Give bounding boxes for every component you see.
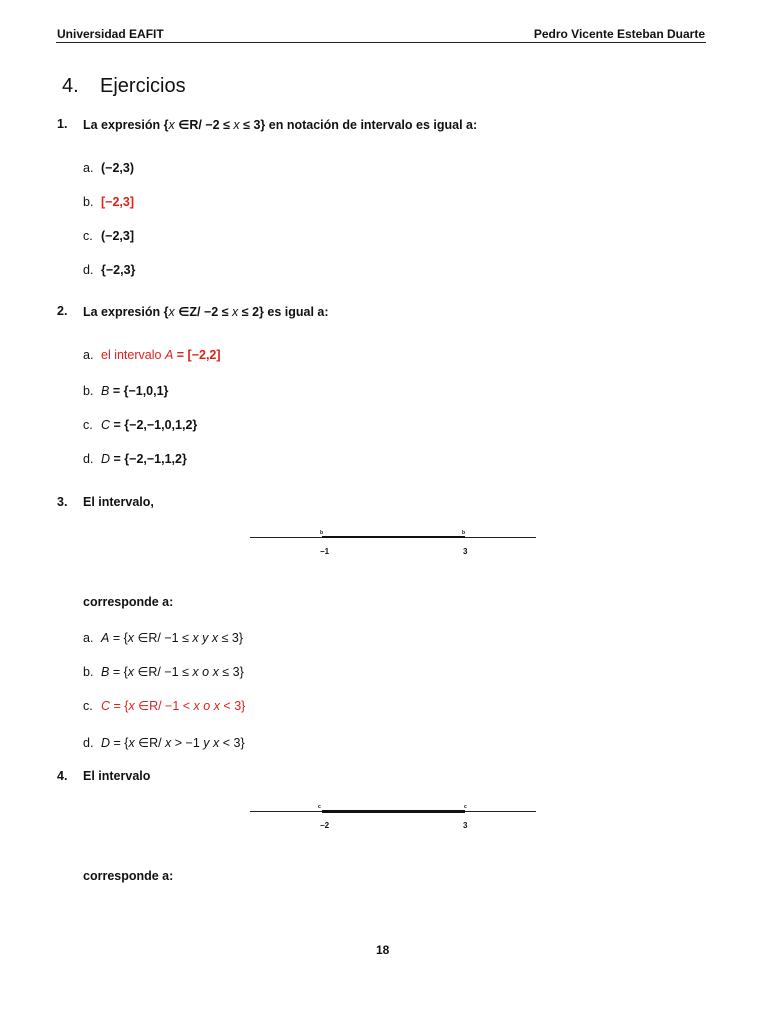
option-letter: b. <box>83 665 94 679</box>
question-number: 1. <box>57 117 68 131</box>
option-text: > −1 <box>171 736 204 750</box>
q2-var-x: x <box>168 305 175 319</box>
option-var: x o x <box>193 699 220 713</box>
question-3 <box>57 495 154 509</box>
section-title-text: Ejercicios <box>100 75 186 97</box>
q1-var-x: x <box>233 118 240 132</box>
q3-option-d <box>83 735 245 750</box>
option-var: x <box>165 736 172 750</box>
option-letter: c. <box>83 418 93 432</box>
option-var: A <box>164 348 174 362</box>
right-endpoint-mark: b <box>462 530 466 536</box>
option-text: = { <box>110 736 129 750</box>
option-letter: b. <box>83 384 94 398</box>
right-endpoint-label: 3 <box>463 547 468 556</box>
option-letter: b. <box>83 195 94 209</box>
q1-option-d <box>83 263 135 277</box>
left-endpoint-label: −1 <box>320 547 330 556</box>
q2-option-d <box>83 452 187 466</box>
option-var: D <box>101 452 111 466</box>
option-text: = {−1,0,1} <box>109 384 169 398</box>
q1-text-2: ∈R/ −2 ≤ <box>174 118 234 132</box>
option-text: ∈R/ −1 ≤ <box>134 665 193 679</box>
question-number: 4. <box>57 769 68 783</box>
header-rule <box>56 42 706 43</box>
header-author: Pedro Vicente Esteban Duarte <box>533 27 705 41</box>
left-endpoint-mark: b <box>320 530 324 536</box>
option-var: B <box>101 384 110 398</box>
option-text: (−2,3] <box>101 229 135 243</box>
option-var: x <box>127 631 135 645</box>
option-letter: c. <box>83 229 93 243</box>
q2-text-2: ∈Z/ −2 ≤ <box>174 305 233 319</box>
option-letter: a. <box>83 631 94 645</box>
q1-text-3: ≤ 3} en notación de intervalo es igual a: <box>239 118 478 132</box>
option-text: ∈R/ <box>134 736 166 750</box>
question-1 <box>57 117 477 132</box>
option-text-correct: ∈R/ −1 < <box>134 699 194 713</box>
left-endpoint-mark: c <box>318 804 321 810</box>
q1-text-1: La expresión { <box>83 118 169 132</box>
q3-option-a <box>83 630 243 645</box>
interval-segment <box>322 810 465 813</box>
option-letter: a. <box>83 161 94 175</box>
option-letter: c. <box>83 699 93 713</box>
q1-var-x: x <box>168 118 175 132</box>
option-text-correct: el intervalo <box>101 348 165 362</box>
q1-option-b <box>83 195 134 209</box>
q2-text-1: La expresión { <box>83 305 169 319</box>
option-text: ≤ 3} <box>218 631 244 645</box>
q2-option-b <box>83 384 168 398</box>
question-number: 3. <box>57 495 68 509</box>
option-var: x <box>128 699 135 713</box>
section-number: 4. <box>62 75 79 97</box>
option-text-correct: < 3} <box>219 699 246 713</box>
q2-option-a <box>83 348 221 362</box>
right-endpoint-mark: c <box>464 804 467 810</box>
q1-option-c <box>83 229 134 243</box>
header-institution: Universidad EAFIT <box>57 27 164 41</box>
option-var: C <box>101 699 111 713</box>
page-number: 18 <box>376 943 390 957</box>
option-text: = {−2,−1,0,1,2} <box>110 418 198 432</box>
option-text: ∈R/ −1 ≤ <box>134 631 193 645</box>
interval-segment <box>322 536 465 538</box>
left-endpoint-label: −2 <box>320 821 330 830</box>
q2-option-c <box>83 418 197 432</box>
option-text-correct: = { <box>110 699 129 713</box>
option-var: x o x <box>192 665 219 679</box>
option-var: B <box>101 665 110 679</box>
q2-text-3: ≤ 2} es igual a: <box>238 305 329 319</box>
question-4 <box>57 769 150 783</box>
option-var: C <box>101 418 111 432</box>
option-letter: a. <box>83 348 94 362</box>
option-var: x y x <box>192 631 219 645</box>
option-var: y x <box>203 736 220 750</box>
q3-option-b <box>83 664 244 679</box>
q3-corresponde: corresponde a: <box>83 595 174 609</box>
q3-text: El intervalo, <box>83 495 154 509</box>
section-title <box>62 75 186 98</box>
option-letter: d. <box>83 452 94 466</box>
q4-corresponde: corresponde a: <box>83 869 174 883</box>
q2-var-x: x <box>232 305 239 319</box>
option-text: ≤ 3} <box>218 665 244 679</box>
option-text: = {−2,−1,1,2} <box>110 452 187 466</box>
question-2 <box>57 304 329 319</box>
option-var: x <box>127 665 135 679</box>
option-letter: d. <box>83 263 94 277</box>
option-text: {−2,3} <box>101 263 136 277</box>
option-text-correct: [−2,3] <box>101 195 135 209</box>
option-letter: d. <box>83 736 94 750</box>
question-number: 2. <box>57 304 68 318</box>
option-text: < 3} <box>219 736 245 750</box>
right-endpoint-label: 3 <box>463 821 468 830</box>
q4-text: El intervalo <box>83 769 151 783</box>
q1-option-a <box>83 161 134 175</box>
option-text: = { <box>109 631 128 645</box>
option-var: D <box>101 736 111 750</box>
option-text: (−2,3) <box>101 161 135 175</box>
q3-option-c <box>83 698 245 713</box>
option-text-correct: = [−2,2] <box>173 348 221 362</box>
option-var: A <box>101 631 110 645</box>
option-var: x <box>128 736 135 750</box>
option-text: = { <box>109 665 128 679</box>
